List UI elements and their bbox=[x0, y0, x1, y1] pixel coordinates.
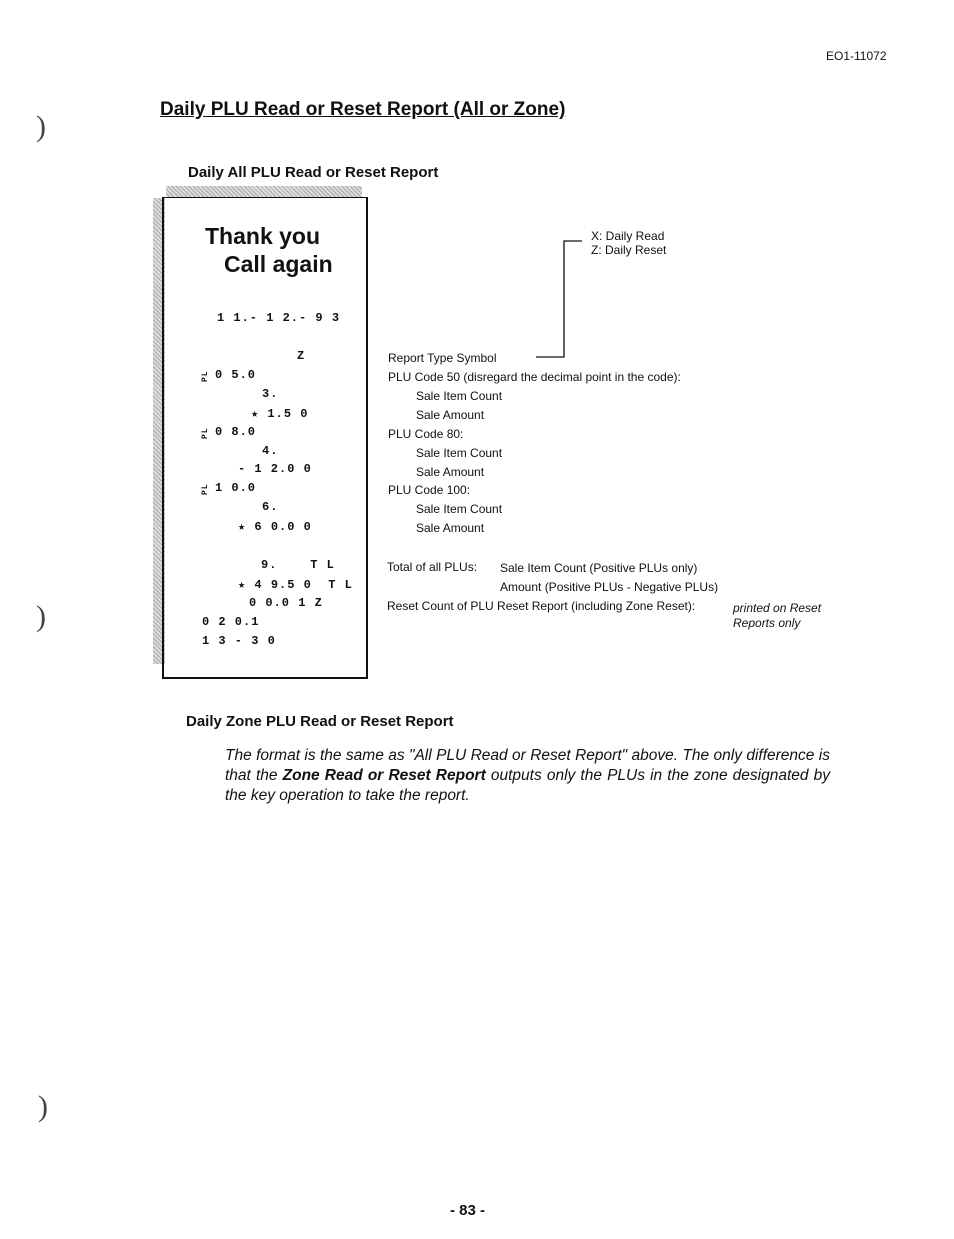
page-title: Daily PLU Read or Reset Report (All or Zone) bbox=[160, 99, 566, 120]
page-number: - 83 - bbox=[450, 1202, 486, 1219]
x-daily-read-label: X: Daily Read bbox=[591, 229, 665, 243]
receipt-plu80-count: 4. bbox=[262, 444, 279, 458]
plu-code: 0 8.0 bbox=[215, 425, 257, 439]
receipt-plu50-code bbox=[200, 368, 256, 382]
plu80-header: PLU Code 80: bbox=[388, 427, 464, 441]
total-label: Total of all PLUs: bbox=[387, 560, 478, 574]
receipt-plu100-code bbox=[200, 481, 256, 495]
type-symbol-bracket bbox=[530, 235, 590, 365]
margin-mark: ) bbox=[36, 110, 46, 143]
paragraph-bold: Zone Read or Reset Report bbox=[282, 767, 486, 784]
margin-mark: ) bbox=[38, 1090, 48, 1123]
margin-mark: ) bbox=[36, 600, 46, 633]
receipt-total-amount: ★ 4 9.5 0 T L bbox=[238, 578, 353, 592]
plu80-count-label: Sale Item Count bbox=[416, 446, 503, 460]
plu-mark: PL bbox=[201, 483, 210, 495]
report-type-symbol-label: Report Type Symbol bbox=[388, 351, 497, 365]
receipt-reset-count: 0 0.0 1 Z bbox=[249, 596, 323, 610]
receipt-type-symbol: Z bbox=[297, 349, 306, 363]
receipt-plu80-code bbox=[200, 425, 256, 439]
plu-mark: PL bbox=[201, 370, 210, 382]
plu100-amount-label: Sale Amount bbox=[416, 521, 485, 535]
greeting-line-2: Call again bbox=[224, 251, 333, 277]
receipt-plu50-count: 3. bbox=[262, 387, 279, 401]
receipt-greeting bbox=[205, 222, 333, 278]
receipt-plu50-amount: ★ 1.5 0 bbox=[251, 407, 309, 421]
plu100-count-label: Sale Item Count bbox=[416, 502, 503, 516]
receipt-line-1330: 1 3 - 3 0 bbox=[202, 634, 276, 648]
receipt-plu100-amount: ★ 6 0.0 0 bbox=[238, 520, 312, 534]
zone-description-paragraph bbox=[225, 746, 830, 806]
plu-code: 0 5.0 bbox=[215, 368, 257, 382]
paragraph-part-1: The format is the same as "All PLU Read or Reset Report" above. The only difference is that the bbox=[225, 747, 830, 784]
receipt-line-020: 0 2 0.1 bbox=[202, 615, 260, 629]
plu-code: 1 0.0 bbox=[215, 481, 257, 495]
z-daily-reset-label: Z: Daily Reset bbox=[591, 243, 667, 257]
greeting-line-1: Thank you bbox=[205, 223, 321, 249]
paragraph-part-2: outputs only the PLUs in the zone designated by the key operation to take the report. bbox=[225, 767, 831, 804]
section-title-all: Daily All PLU Read or Reset Report bbox=[188, 164, 439, 181]
document-number: EO1-11072 bbox=[826, 49, 887, 63]
total-count-desc: Sale Item Count (Positive PLUs only) bbox=[500, 561, 698, 575]
receipt-plu100-count: 6. bbox=[262, 500, 279, 514]
total-amount-desc: Amount (Positive PLUs - Negative PLUs) bbox=[500, 580, 719, 594]
receipt-total-count: 9. T L bbox=[261, 558, 335, 572]
plu50-amount-label: Sale Amount bbox=[416, 408, 485, 422]
receipt-date: 1 1.- 1 2.- 9 3 bbox=[217, 311, 341, 325]
section-title-zone: Daily Zone PLU Read or Reset Report bbox=[186, 713, 454, 730]
plu50-header: PLU Code 50 (disregard the decimal point in the code): bbox=[388, 370, 681, 384]
plu80-amount-label: Sale Amount bbox=[416, 465, 485, 479]
plu50-count-label: Sale Item Count bbox=[416, 389, 503, 403]
plu-mark: PL bbox=[201, 427, 210, 439]
receipt-plu80-amount: - 1 2.0 0 bbox=[238, 462, 312, 476]
printed-note-line-1: printed on Reset bbox=[733, 601, 822, 615]
plu100-header: PLU Code 100: bbox=[388, 483, 471, 497]
reset-count-desc: Reset Count of PLU Reset Report (including Zone Reset): bbox=[387, 599, 696, 613]
printed-note-line-2: Reports only bbox=[733, 616, 801, 630]
